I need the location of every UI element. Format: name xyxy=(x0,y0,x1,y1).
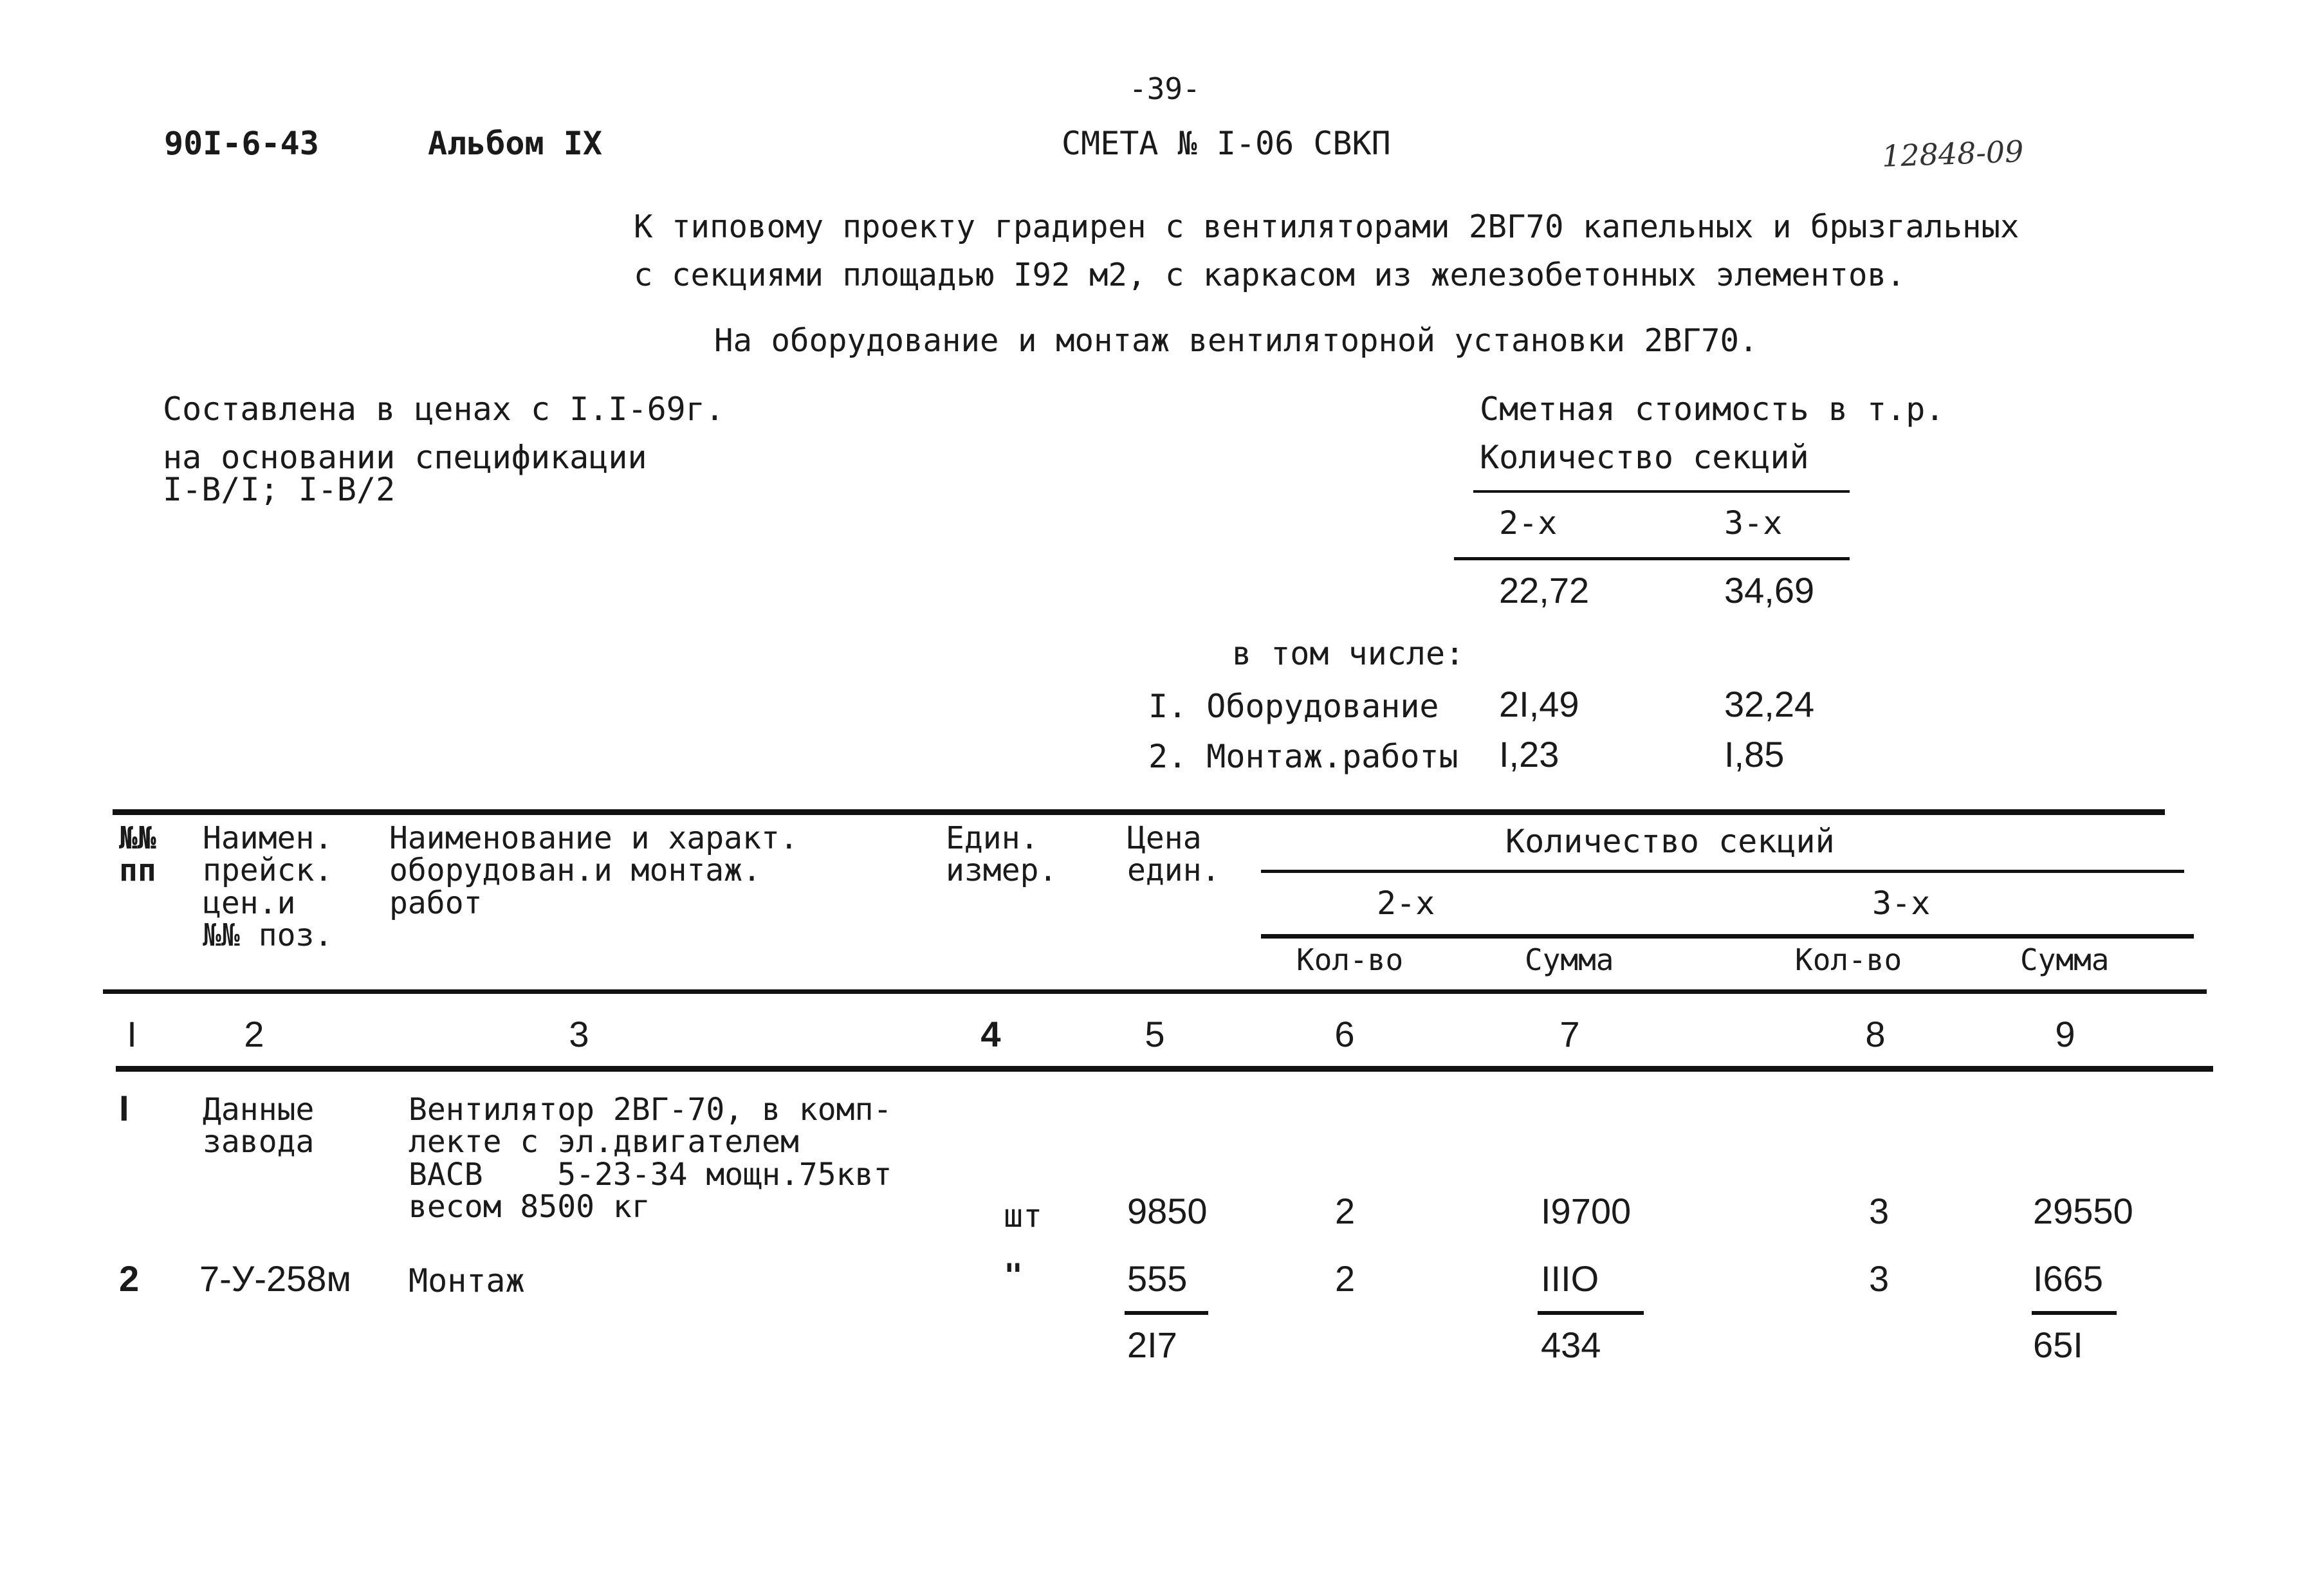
header-col-1: №№ пп xyxy=(119,820,156,889)
album-label: Альбом IX xyxy=(428,125,602,162)
subtotal-sum-2x: 434 xyxy=(1541,1325,1601,1365)
page-number: -39- xyxy=(1129,71,1200,106)
header-col-2: Наимен. прейск. цен.и №№ поз. xyxy=(203,820,333,954)
row-1-description: Вентилятор 2ВГ-70, в комп- лекте с эл.двигателем ВАСВ 5-23-34 мощн.75квт весом 8500 кг xyxy=(409,1092,892,1225)
subtotal-sum-3x: 65I xyxy=(2033,1325,2083,1365)
header-sum-2x: Сумма xyxy=(1525,942,1614,977)
doc-code: 90I-6-43 xyxy=(164,125,319,162)
header-col-3: Наименование и характ. оборудован.и монтаж. работ xyxy=(389,820,798,921)
row-2-price: 555 xyxy=(1127,1258,1188,1299)
header-bottom-rule xyxy=(103,989,2207,994)
row-2-qty-2x: 2 xyxy=(1335,1258,1356,1299)
header-qty-2x: Кол-во xyxy=(1296,942,1404,977)
row-2-description: Монтаж xyxy=(409,1262,525,1299)
intro-line-3: На оборудование и монтаж вентиляторной установки 2ВГ70. xyxy=(714,322,1758,359)
row-1-number: I xyxy=(119,1088,129,1128)
subtotal-price: 2I7 xyxy=(1127,1325,1177,1365)
subtotal-underline-price xyxy=(1125,1311,1208,1315)
colnum-bottom-rule xyxy=(116,1066,2213,1072)
colnum-7: 7 xyxy=(1559,1014,1580,1054)
composed-line-3: I-В/I; I-В/2 xyxy=(163,471,396,508)
intro-line-1: К типовому проекту градирен с вентиляторами 2ВГ70 капельных и брызгальных xyxy=(634,208,2019,245)
cost-row-1-v2: 2I,49 xyxy=(1499,684,1579,724)
estimate-title: СМЕТА № I-06 СВКП xyxy=(1062,125,1391,162)
composed-line-2: на основании спецификации xyxy=(163,439,647,476)
colnum-3: 3 xyxy=(569,1014,589,1054)
composed-line-1: Составлена в ценах с I.I-69г. xyxy=(163,390,724,428)
subtotal-underline-sum-2x xyxy=(1538,1311,1644,1315)
header-col-5: Цена един. xyxy=(1127,820,1220,889)
row-1-sum-2x: I9700 xyxy=(1541,1191,1632,1231)
intro-line-2: с секциями площадью I92 м2, с каркасом из железобетонных элементов. xyxy=(634,257,1906,293)
cost-rule-2 xyxy=(1454,557,1850,560)
cost-col-2x: 2-х xyxy=(1499,504,1558,542)
row-2-price-ref: 7-У-258м xyxy=(199,1258,351,1299)
header-2x: 2-х xyxy=(1377,885,1435,922)
cost-total-2x: 22,72 xyxy=(1499,570,1590,610)
colnum-6: 6 xyxy=(1334,1014,1355,1054)
row-2-number: 2 xyxy=(119,1258,140,1299)
cost-col-3x: 3-х xyxy=(1724,504,1783,542)
cost-sections-label: Количество секций xyxy=(1480,439,1809,476)
row-1-price: 9850 xyxy=(1127,1191,1208,1231)
header-col-4: Един. измер. xyxy=(946,820,1058,889)
row-2-qty-3x: 3 xyxy=(1869,1258,1890,1299)
row-2-sum-2x: IIIO xyxy=(1541,1258,1599,1299)
cost-row-1-v3: 32,24 xyxy=(1724,684,1815,724)
handwritten-number: 12848-09 xyxy=(1881,134,2025,174)
colnum-1: I xyxy=(127,1014,137,1054)
row-1-unit: шт xyxy=(1004,1197,1043,1234)
colnum-9: 9 xyxy=(2055,1014,2075,1054)
cost-row-2-label: 2. Монтаж.работы xyxy=(1148,738,1458,775)
colnum-2: 2 xyxy=(244,1014,264,1054)
cost-rule-1 xyxy=(1473,490,1850,493)
header-3x: 3-х xyxy=(1872,885,1931,922)
header-qty-3x: Кол-во xyxy=(1795,942,1902,977)
table-top-rule xyxy=(113,809,2165,815)
colnum-4: 4 xyxy=(980,1014,1001,1054)
row-2-sum-3x: I665 xyxy=(2033,1258,2103,1299)
colnum-5: 5 xyxy=(1145,1014,1165,1054)
subsections-rule xyxy=(1261,934,2194,939)
row-1-qty-3x: 3 xyxy=(1869,1191,1890,1231)
cost-title: Сметная стоимость в т.р. xyxy=(1480,390,1945,428)
colnum-8: 8 xyxy=(1865,1014,1886,1054)
cost-total-3x: 34,69 xyxy=(1724,570,1815,610)
subtotal-underline-sum-3x xyxy=(2032,1311,2117,1315)
row-1-price-ref: Данные завода xyxy=(203,1092,315,1160)
row-1-sum-3x: 29550 xyxy=(2033,1191,2133,1231)
cost-including: в том числе: xyxy=(1232,635,1465,672)
row-2-unit: " xyxy=(1004,1257,1024,1294)
sections-rule xyxy=(1261,870,2184,873)
header-sum-3x: Сумма xyxy=(2020,942,2110,977)
cost-row-2-v2: I,23 xyxy=(1499,734,1559,775)
cost-row-2-v3: I,85 xyxy=(1724,734,1785,775)
header-sections: Количество секций xyxy=(1505,823,1835,860)
cost-row-1-label: I. Оборудование xyxy=(1148,688,1439,725)
row-1-qty-2x: 2 xyxy=(1335,1191,1356,1231)
